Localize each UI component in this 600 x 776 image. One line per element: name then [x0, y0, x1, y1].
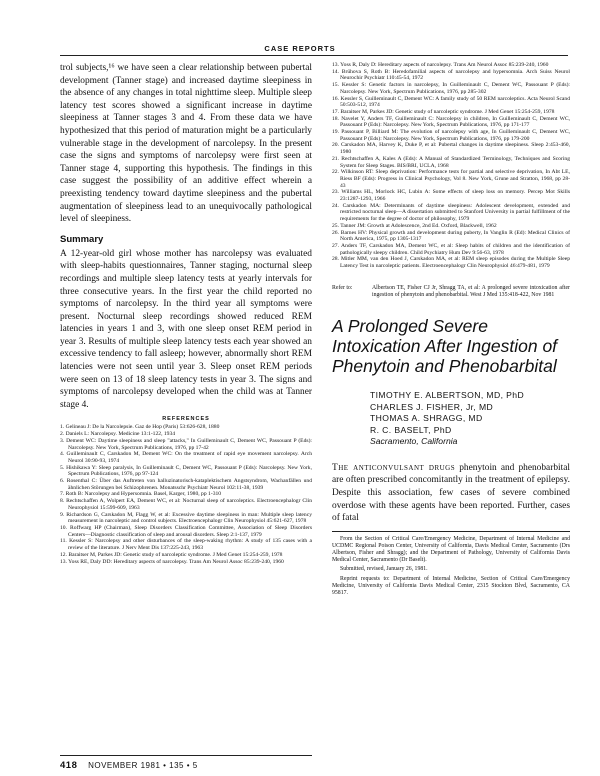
affiliation-note: From the Section of Critical Care/Emergency Medicine, Department of Internal Medicine and UCDMC Regional Poison Center, University of California, Davis Medical Center, Sacramento (Drs Albertson, Fisher and Shragg); and the Department of Pathology, University of California Davis Medical Center, Sacramento (Dr Baselt). [332, 535, 570, 563]
reference-item: 8. Rechtschaffen A, Wolpert EA, Dement WC, et al: Nocturnal sleep of narcoleptics. Electroencephalogr Clin Neurophysiol 15:599-609, 1963 [60, 498, 312, 511]
footer-rule [60, 755, 312, 756]
reference-item: 16. Kessler S, Guilleminault C, Dement WC: A family study of 50 REM narcoleptics. Acta Neurol Scand 50:503-512, 1974 [332, 95, 570, 109]
references-list-left [60, 424, 312, 565]
author-block [332, 390, 570, 448]
intro-paragraph [332, 462, 570, 525]
reference-item: 27. Anders TF, Carskadon MA, Dement WC, et al: Sleep habits of children and the identification of pathologically sleepy children. Child Psychiatry Hum Dev 9:56-63, 1978 [332, 242, 570, 256]
refer-to-citation [332, 285, 570, 299]
reference-item: 26. Barnes HV: Physical growth and development during puberty, In Vanglin R (Ed): Medical Clinics of North America, 1975, pp 1305-1317 [332, 229, 570, 243]
refer-to-text: Albertson TE, Fisher CJ Jr, Shragg TA, et al: A prolonged severe intoxication after ingestion of phenytoin and phenobarbital. West J Med 135:418-422, Nov 1981 [372, 284, 570, 298]
issue-info: NOVEMBER 1981 • 135 • 5 [88, 761, 198, 770]
discussion-paragraph: trol subjects,¹⁶ we have seen a clear relationship between pubertal development (Tanner stage) and increased daytime sleepiness in the absence of any changes in total nighttime sleep. Multiple sleep latency test scores showed a significant increase in daytime sleepiness at Tanner stages 3 and 4. From these data we have hypothesized that this period of maturation might be a particularly vulnerable stage in the development of narcolepsy. In the present case the signs and symptoms of narcolepsy were first seen at Tanner stage 4, supporting this hypothesis. The findings in this case suggest the possibility of an additive effect wherein a preexisting tendency toward daytime sleepiness and the pubertal augmentation of sleepiness lead to an unequivocally pathological level of sleepiness. [60, 63, 312, 225]
intro-text: phenytoin and phenobarbital are often prescribed concomitantly in the treatment of epilepsy. Despite this association, few cases of severe combined overdose with these agents have been reported. Further, cases of fatal [332, 462, 570, 524]
page-footer [60, 760, 198, 771]
reference-item: 12. Baraitser M, Parkes JD: Genetic study of narcoleptic syndrome. J Med Genet 15:254-259, 1978 [60, 551, 283, 558]
author-location: Sacramento, California [370, 436, 458, 447]
reference-item: 18. Navelet Y, Anders TF, Guilleminault C: Narcolepsy in children, In Guilleminault C, Dement WC, Passouant P (Eds): Narcolepsy. New York, Spectrum Publications, 1976, pp 171-177 [332, 115, 570, 129]
left-column [60, 62, 312, 565]
reference-item: 25. Tanner JM: Growth at Adolescence, 2nd Ed. Oxford, Blackwell, 1962 [332, 222, 497, 229]
right-column [332, 62, 570, 600]
author-name: CHARLES J. FISHER, Jr, MD [370, 401, 494, 412]
author-name: R. C. BASELT, PhD [370, 424, 452, 435]
reference-item: 28. Mitler MM, van den Hoed J, Carskadon MA, et al: REM sleep episodes during the Multiple Sleep Latency Test in narcoleptic patients. Electroencephalogr Clin Neurophysiol 46:479-481, 1979 [332, 256, 570, 270]
header-rule [60, 55, 568, 56]
article-title: A Prolonged Severe Intoxication After Ingestion of Phenytoin and Phenobarbital [332, 316, 558, 377]
footnote-rule [332, 531, 570, 532]
reference-item: 6. Rosenthal C: Über das Auftreten von halluzinatorisch-kataplektischem Angstsyndrom, Wachanfällen und ähnlichen Störungen bei Schizophrenen. Monatsschr Psychiatr Neurol 102:11-38, 1939 [60, 478, 312, 491]
reference-item: 14. Brühova S, Roth B: Heredofamilial aspects of narcolepsy and hypersomnia. Arch Suiss Neurol Neurochir Psychiatr 110:45-54, 1972 [332, 68, 570, 82]
reference-item: 23. Williams HL, Morlock HC, Lubin A: Some effects of sleep loss on memory. Percep Mot Skills 23:1287-1293, 1966 [332, 189, 570, 203]
reference-item: 11. Kessler S: Narcolepsy and other disturbances of the sleep-waking rhythm: A study of 135 cases with a review of the literature. J Nerv Ment Dis 137:225-243, 1963 [60, 538, 312, 552]
summary-heading: Summary [60, 233, 104, 245]
reference-item: 9. Richardson G, Carskadon M, Flagg W, et al: Excessive daytime sleepiness in man: Multiple sleep latency measurement in narcoleptic and control subjects. Electroencephalogr Clin Neurophysiol 45:621-627, 1978 [60, 511, 312, 525]
footnotes [332, 536, 570, 597]
reference-item: 7. Roth B: Narcolepsy and Hypersomnia. Basel, Karger, 1980, pp 1-310 [60, 491, 222, 498]
references-list-right [332, 62, 570, 270]
reference-item: 17. Baraitser M, Parkes JD: Genetic study of narcoleptic syndrome. J Med Genet 15:254-259, 1978 [332, 108, 555, 115]
reference-item: 4. Guilleminault C, Carskadon M, Dement WC: On the treatment of rapid eye movement narcolepsy. Arch Neurol 30:90-93, 1974 [60, 451, 312, 464]
reference-item: 19. Passouant P, Billiard M: The evolution of narcolepsy with age, In Guilleminault C, Dement WC, Passouant P (Eds): Narcolepsy. New York, Spectrum Publications, 1976, pp 179-200 [332, 129, 570, 142]
author-name: TIMOTHY E. ALBERTSON, MD, PhD [370, 390, 525, 401]
submission-note: Submitted, revised, January 26, 1981. [340, 566, 428, 573]
reference-item: 22. Wilkinson RT: Sleep deprivation: Performance tests for partial and selective deprivation, In Abt LE, Riess BF (Eds): Progress in Clinical Psychology, Vol 8. New York, Grune and Stratton, 1968, pp 28-43 [332, 169, 570, 189]
reference-item: 3. Dement WC: Daytime sleepiness and sleep "attacks," In Guilleminault C, Dement WC, Passouant P (Eds): Narcolepsy. New York, Spectrum Publications, 1976, pp 17-42 [60, 437, 312, 451]
intro-lead: The anticonvulsant drugs [332, 462, 456, 473]
reference-item: 10. Roffwarg HP (Chairman), Sleep Disorders Classification Committee, Association of Sleep Disorders Centers—Diagnostic classification of sleep and arousal disorders. Sleep 2:1-137, 1979 [60, 524, 312, 538]
reference-item: 13. Yoss R, Daly D: Hereditary aspects of narcolepsy. Trans Am Neurol Assoc 85:239-240, 1960 [332, 62, 549, 68]
reference-item: 20. Carskadon MA, Harvey K, Duke P, et al: Pubertal changes in daytime sleepiness. Sleep 2:453-460, 1980 [332, 142, 570, 156]
summary-paragraph: A 12-year-old girl whose mother has narcolepsy was evaluated with sleep-habits questionnaires, Tanner staging, nocturnal sleep recordings and multiple sleep latency tests at yearly intervals for three consecutive years. In the first year the child reported no symptoms of narcolepsy. In the third year all symptoms were present. Nocturnal sleep recordings showed reduced REM latencies in years 1 and 3, with one sleep onset REM period in year 3. Results of multiple sleep latency tests each year showed an excessive tendency to fall asleep; however, abnormally short REM latencies were not seen until year 3. Sleep onset REM periods were seen on 13 of 18 sleep latency tests in year 3. The signs and symptoms of narcolepsy developed when the child was at Tanner stage 4. [60, 248, 312, 410]
author-name: THOMAS A. SHRAGG, MD [370, 413, 483, 424]
reference-item: 13. Yoss RE, Daly DD: Hereditary aspects of narcolepsy. Trans Am Neurol Assoc 85:239-240, 1960 [60, 558, 284, 565]
reference-item: 24. Carskadon MA: Determinants of daytime sleepiness: Adolescent development, extended and restricted nocturnal sleep—A dissertation submitted to Stanford University in partial fulfillment of the requirements for the degree of doctor of philosophy, 1979 [332, 202, 570, 223]
refer-to-label: Refer to: [332, 284, 353, 291]
page-number: 418 [60, 760, 78, 771]
reference-item: 21. Rechtschaffen A, Kales A (Eds): A Manual of Standardized Terminology, Techniques and Scoring System for Sleep Stages. BIS/BRI, UCLA, 1968 [332, 155, 570, 169]
reference-item: 1. Gelineau J: De la Narcolepsie. Gaz de Hop (Paris) 53:626-628, 1880 [60, 424, 220, 431]
running-header: CASE REPORTS [264, 44, 336, 53]
reference-item: 5. Hishikawa Y: Sleep paralysis, In Guilleminault C, Dement WC, Passouant P (Eds): Narcolepsy. New York, Spectrum Publications, 1976, pp 97-124 [60, 464, 312, 478]
summary-text [60, 248, 312, 412]
reference-item: 2. Daniels L: Narcolepsy. Medicine 13:1-122, 1934 [60, 431, 176, 438]
article-intro [332, 462, 570, 525]
discussion-text [60, 62, 312, 226]
references-heading: REFERENCES [162, 416, 210, 423]
reprint-note: Reprint requests to: Department of Internal Medicine, Section of Critical Care/Emergency Medicine, University of California Davis Medical Center, 2315 Stockton Blvd, Sacramento, CA 95817. [332, 576, 570, 597]
reference-item: 15. Kessler S: Genetic factors in narcolepsy, In Guilleminault C, Dement WC, Passouant P (Eds): Narcolepsy. New York, Spectrum Publications, 1976, pp 285-302 [332, 82, 570, 95]
